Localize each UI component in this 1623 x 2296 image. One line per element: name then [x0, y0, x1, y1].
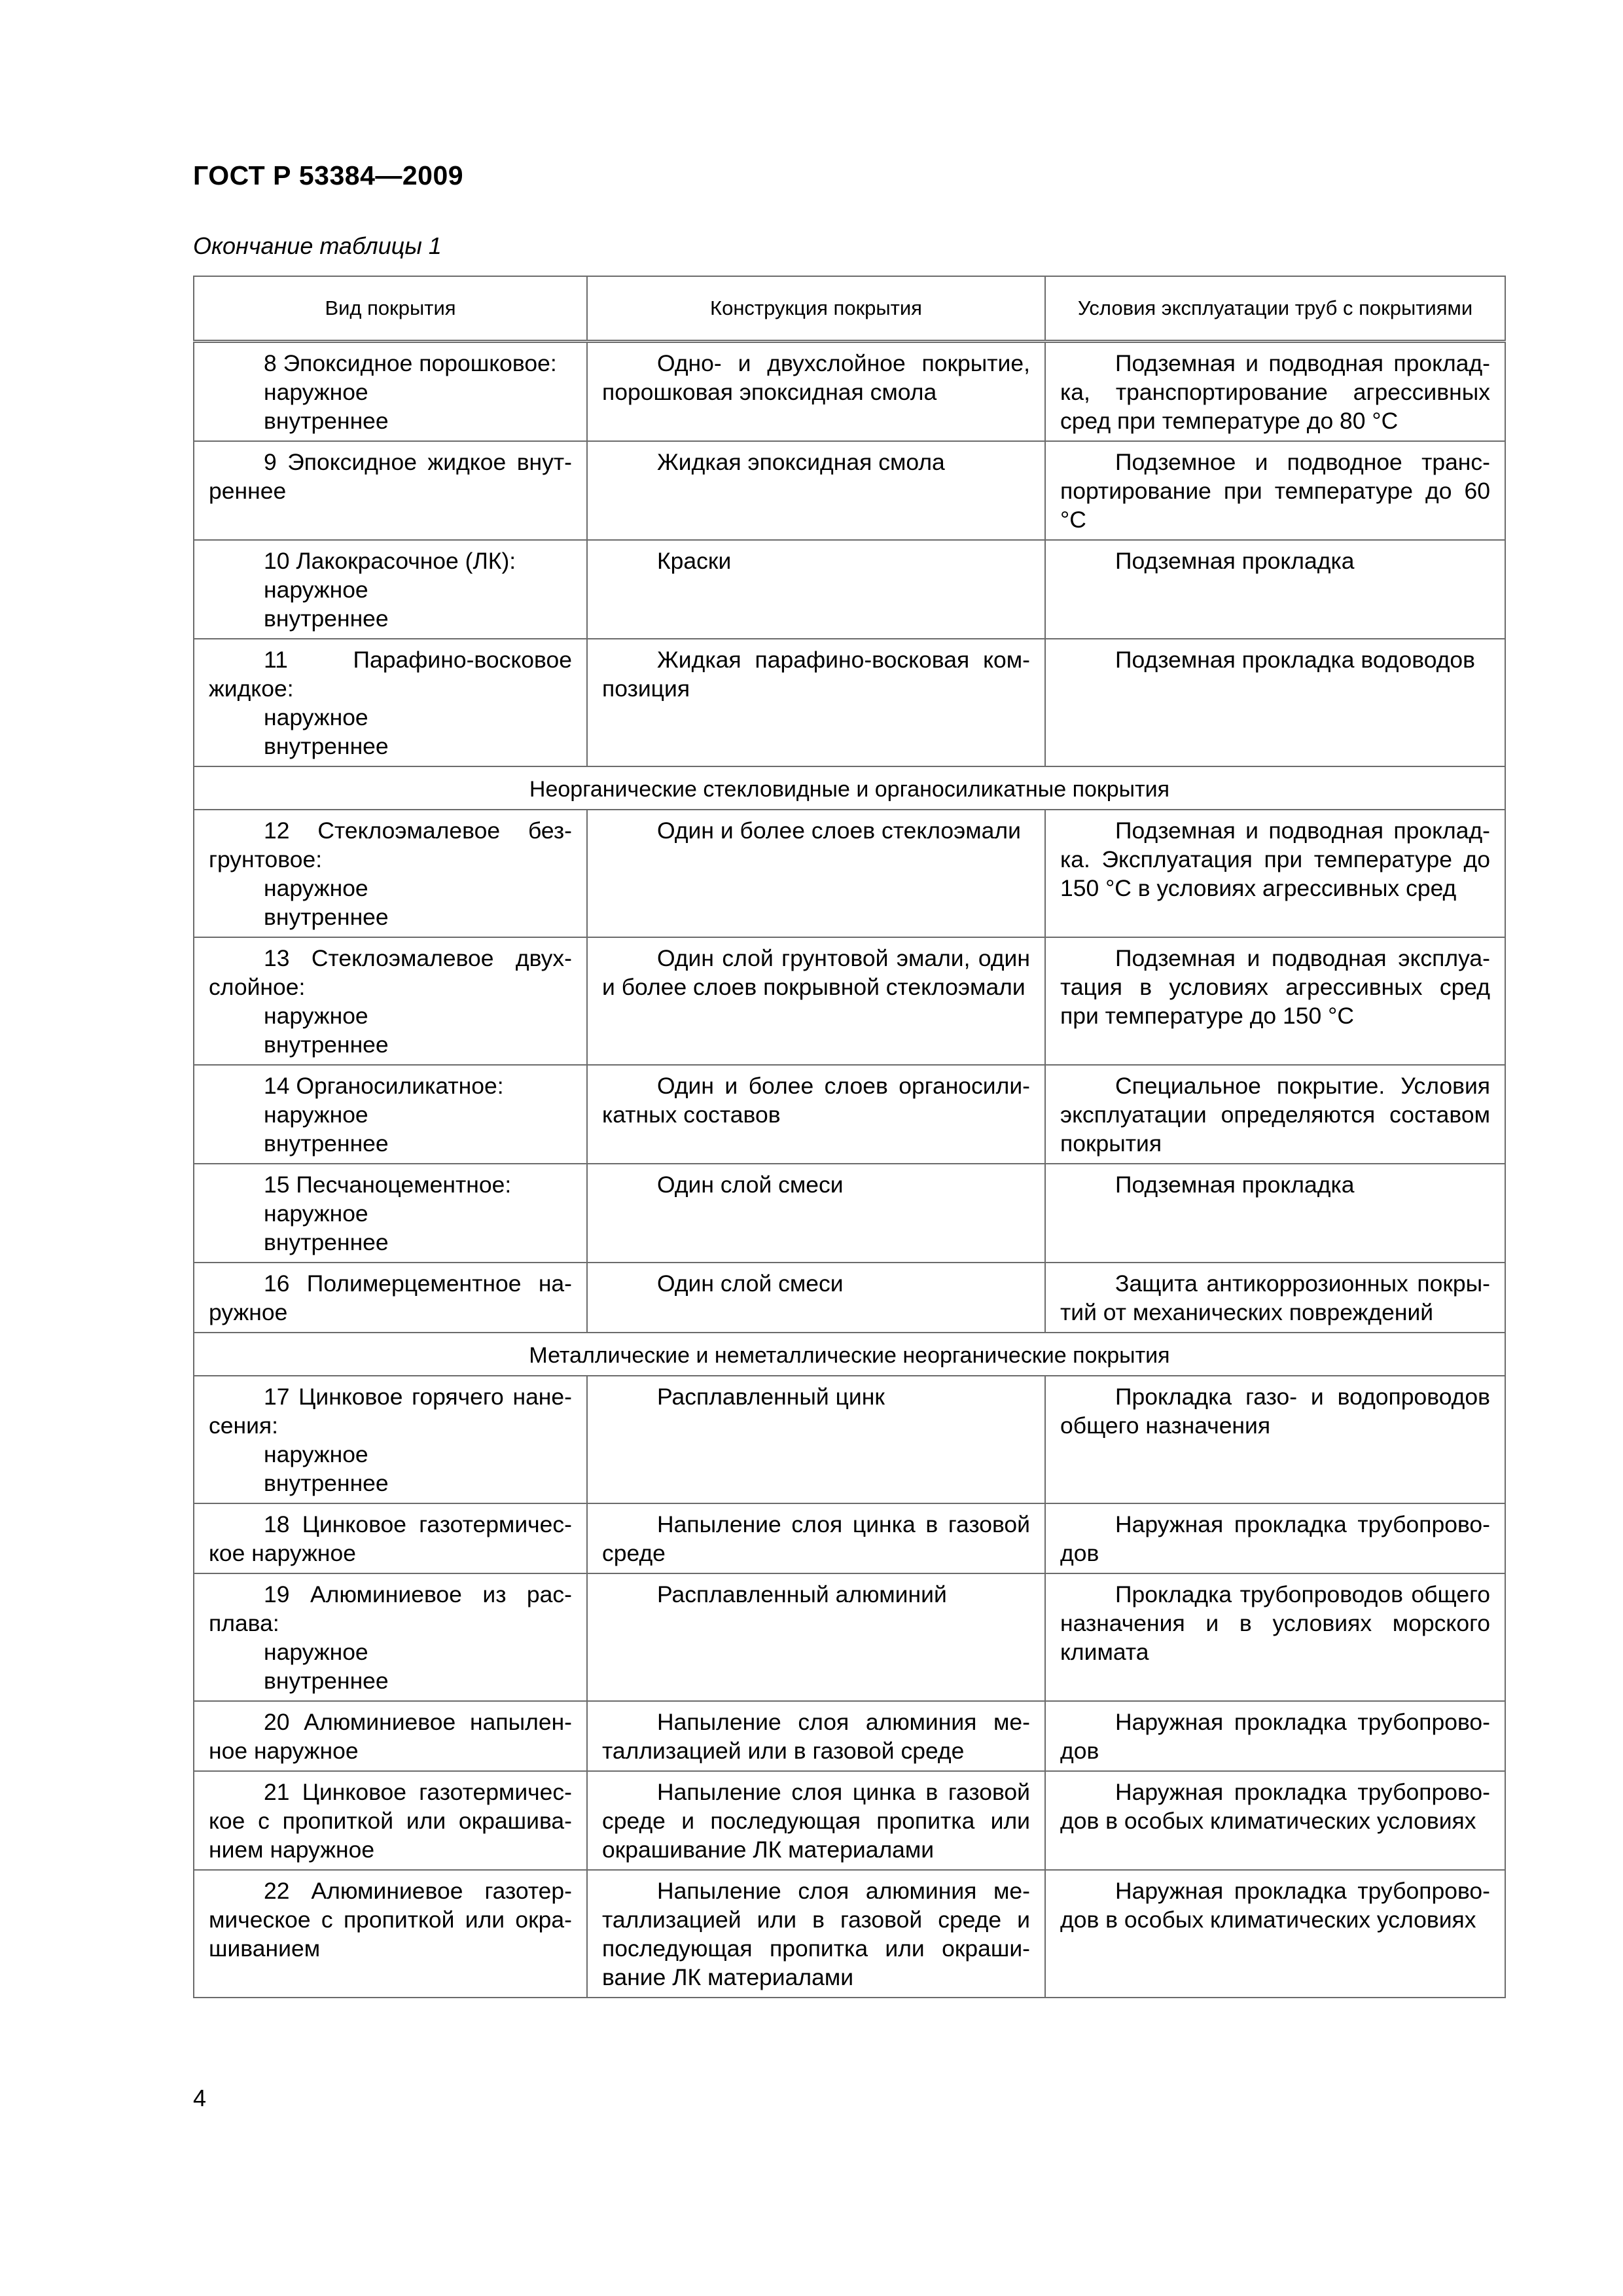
coating-type-name: 19 Алюминиевое из расплава:: [209, 1581, 572, 1636]
header-operating-conditions: Условия эксплуатации труб с покрытиями: [1045, 276, 1505, 342]
coating-construction-text: Расплавленный цинк: [657, 1384, 885, 1410]
cell-coating-type: [194, 1376, 587, 1503]
header-coating-construction: Конструкция покрытия: [587, 276, 1045, 342]
table-row: [194, 1263, 1505, 1333]
table-row: [194, 639, 1505, 766]
operating-conditions-text: Специальное покрытие. Условия эксплуатации определяются составом покрытия: [1060, 1073, 1490, 1157]
cell-operating-conditions: [1045, 639, 1505, 766]
table-row: [194, 1701, 1505, 1771]
coating-type-name: 9 Эпоксидное жидкое внутреннее: [209, 449, 572, 504]
cell-coating-type: [194, 1065, 587, 1164]
cell-coating-type: [194, 1701, 587, 1771]
coating-construction-text: Краски: [657, 548, 732, 574]
coating-construction-text: Жидкая эпоксидная смола: [657, 449, 945, 475]
document-standard-number: ГОСТ Р 53384—2009: [193, 160, 464, 190]
table-row: [194, 1065, 1505, 1164]
operating-conditions-text: Прокладка газо- и водопроводов общего назначения: [1060, 1384, 1490, 1439]
coating-type-variant: внутреннее: [264, 1130, 389, 1157]
operating-conditions-text: Подземная прокладка: [1115, 1172, 1355, 1198]
coating-construction-text: Один слой грунтовой эмали, один и более слоев покрывной стеклоэмали: [602, 945, 1030, 1000]
coating-type-variant: внутреннее: [264, 408, 389, 434]
operating-conditions-text: Подземное и подводное транспортирование при температуре до 60 °С: [1060, 449, 1490, 533]
cell-coating-type: [194, 1870, 587, 1998]
coating-type-name: 10 Лакокрасочное (ЛК):: [264, 548, 516, 574]
coating-type-name: 17 Цинковое горячего нанесения:: [209, 1384, 572, 1439]
table-row: [194, 1376, 1505, 1503]
table-section-row: [194, 1333, 1505, 1376]
table-row: [194, 1164, 1505, 1263]
cell-coating-construction: [587, 1376, 1045, 1503]
cell-operating-conditions: [1045, 1870, 1505, 1998]
cell-coating-type: [194, 1771, 587, 1870]
cell-operating-conditions: [1045, 1701, 1505, 1771]
coating-type-variant: наружное: [264, 379, 368, 405]
cell-operating-conditions: [1045, 937, 1505, 1065]
cell-coating-type: [194, 639, 587, 766]
table-row: [194, 441, 1505, 540]
cell-coating-type: [194, 937, 587, 1065]
coating-construction-text: Напыление слоя алюминия металлизацией или в газовой среде: [602, 1709, 1030, 1764]
cell-coating-type: [194, 441, 587, 540]
coating-construction-text: Один и более слоев стеклоэмали: [657, 817, 1021, 844]
cell-operating-conditions: [1045, 1164, 1505, 1263]
cell-coating-construction: [587, 810, 1045, 937]
cell-coating-construction: [587, 1771, 1045, 1870]
table-caption: Окончание таблицы 1: [193, 232, 442, 259]
coatings-table-container: [193, 276, 1505, 1998]
table-row: [194, 1503, 1505, 1573]
coating-construction-text: Один слой смеси: [657, 1172, 844, 1198]
coating-type-variant: наружное: [264, 704, 368, 730]
coating-construction-text: Напыление слоя цинка в газовой среде и последующая пропитка или окрашивание ЛК материалами: [602, 1779, 1030, 1863]
coating-type-name: 20 Алюминиевое напыленное наружное: [209, 1709, 572, 1764]
table-row: [194, 810, 1505, 937]
cell-coating-construction: [587, 342, 1045, 442]
section-heading: Металлические и неметаллические неорганические покрытия: [194, 1333, 1505, 1376]
coating-type-name: 16 Полимерцементное наружное: [209, 1270, 572, 1325]
header-coating-type: Вид покрытия: [194, 276, 587, 342]
coating-type-name: 8 Эпоксидное порошковое:: [264, 350, 557, 376]
coating-type-name: 21 Цинковое газотермическое с пропиткой или окрашиванием наружное: [209, 1779, 572, 1863]
cell-operating-conditions: [1045, 1771, 1505, 1870]
table-row: [194, 1771, 1505, 1870]
cell-coating-construction: [587, 1503, 1045, 1573]
cell-coating-construction: [587, 1701, 1045, 1771]
cell-coating-construction: [587, 937, 1045, 1065]
cell-coating-type: [194, 810, 587, 937]
table-row: [194, 342, 1505, 442]
operating-conditions-text: Прокладка трубопроводов общего назначения и в условиях морского климата: [1060, 1581, 1490, 1665]
cell-coating-construction: [587, 639, 1045, 766]
cell-operating-conditions: [1045, 1503, 1505, 1573]
coating-type-variant: наружное: [264, 1003, 368, 1029]
cell-operating-conditions: [1045, 810, 1505, 937]
cell-coating-type: [194, 342, 587, 442]
coating-construction-text: Одно- и двухслойное покрытие, порошковая эпоксидная смола: [602, 350, 1030, 405]
operating-conditions-text: Подземная прокладка водоводов: [1115, 647, 1476, 673]
coating-type-name: 13 Стеклоэмалевое двухслойное:: [209, 945, 572, 1000]
cell-operating-conditions: [1045, 1065, 1505, 1164]
cell-coating-construction: [587, 1870, 1045, 1998]
coating-type-name: 18 Цинковое газотермическое наружное: [209, 1511, 572, 1566]
cell-coating-construction: [587, 1164, 1045, 1263]
cell-operating-conditions: [1045, 1376, 1505, 1503]
cell-coating-construction: [587, 540, 1045, 639]
coating-type-name: 12 Стеклоэмалевое безгрунтовое:: [209, 817, 572, 872]
operating-conditions-text: Наружная прокладка трубопроводов: [1060, 1511, 1490, 1566]
coating-type-variant: внутреннее: [264, 605, 389, 632]
cell-coating-type: [194, 540, 587, 639]
table-row: [194, 1870, 1505, 1998]
coating-type-variant: наружное: [264, 1102, 368, 1128]
coating-construction-text: Напыление слоя алюминия металлизацией или в газовой среде и последующая пропитка или окрашивание ЛК материалами: [602, 1878, 1030, 1990]
cell-coating-type: [194, 1164, 587, 1263]
cell-operating-conditions: [1045, 540, 1505, 639]
cell-coating-construction: [587, 1263, 1045, 1333]
coating-type-variant: наружное: [264, 875, 368, 901]
cell-coating-construction: [587, 1573, 1045, 1701]
cell-coating-construction: [587, 1065, 1045, 1164]
coating-type-name: 22 Алюминиевое газотермическое с пропиткой или окрашиванием: [209, 1878, 572, 1962]
coating-type-variant: наружное: [264, 1639, 368, 1665]
coatings-table: [193, 276, 1506, 1998]
coating-construction-text: Один слой смеси: [657, 1270, 844, 1297]
cell-operating-conditions: [1045, 1573, 1505, 1701]
coating-type-variant: наружное: [264, 1200, 368, 1227]
operating-conditions-text: Подземная прокладка: [1115, 548, 1355, 574]
operating-conditions-text: Наружная прокладка трубопроводов: [1060, 1709, 1490, 1764]
coating-type-name: 14 Органосиликатное:: [264, 1073, 504, 1099]
page-number: 4: [193, 2085, 207, 2111]
cell-coating-type: [194, 1263, 587, 1333]
coating-type-variant: внутреннее: [264, 1668, 389, 1694]
table-row: [194, 1573, 1505, 1701]
cell-coating-construction: [587, 441, 1045, 540]
coating-type-variant: внутреннее: [264, 733, 389, 759]
coating-type-variant: внутреннее: [264, 1229, 389, 1255]
operating-conditions-text: Подземная и подводная эксплуатация в условиях агрессивных сред при температуре до 150 °С: [1060, 945, 1490, 1029]
coating-type-name: 11 Парафино-восковое жидкое:: [209, 647, 572, 702]
cell-operating-conditions: [1045, 441, 1505, 540]
table-section-row: [194, 766, 1505, 810]
table-row: [194, 540, 1505, 639]
cell-operating-conditions: [1045, 1263, 1505, 1333]
cell-coating-type: [194, 1573, 587, 1701]
table-header-row: [194, 276, 1505, 342]
operating-conditions-text: Защита антикоррозионных покрытий от механических повреждений: [1060, 1270, 1490, 1325]
coating-type-name: 15 Песчаноцементное:: [264, 1172, 512, 1198]
operating-conditions-text: Наружная прокладка трубопроводов в особых климатических условиях: [1060, 1779, 1490, 1834]
coating-type-variant: внутреннее: [264, 1470, 389, 1496]
operating-conditions-text: Подземная и подводная прокладка. Эксплуатация при температуре до 150 °С в условиях агрессивных сред: [1060, 817, 1490, 901]
section-heading: Неорганические стекловидные и органосиликатные покрытия: [194, 766, 1505, 810]
coating-construction-text: Жидкая парафино-восковая композиция: [602, 647, 1030, 702]
operating-conditions-text: Наружная прокладка трубопроводов в особых климатических условиях: [1060, 1878, 1490, 1933]
coating-type-variant: внутреннее: [264, 1031, 389, 1058]
cell-coating-type: [194, 1503, 587, 1573]
table-row: [194, 937, 1505, 1065]
coating-type-variant: наружное: [264, 1441, 368, 1467]
table-body: [194, 342, 1505, 1998]
coating-construction-text: Напыление слоя цинка в газовой среде: [602, 1511, 1030, 1566]
coating-type-variant: внутреннее: [264, 904, 389, 930]
coating-type-variant: наружное: [264, 577, 368, 603]
operating-conditions-text: Подземная и подводная прокладка, транспортирование агрессивных сред при температуре до 80 °С: [1060, 350, 1490, 434]
coating-construction-text: Один и более слоев органосиликатных составов: [602, 1073, 1030, 1128]
coating-construction-text: Расплавленный алюминий: [657, 1581, 947, 1607]
cell-operating-conditions: [1045, 342, 1505, 442]
